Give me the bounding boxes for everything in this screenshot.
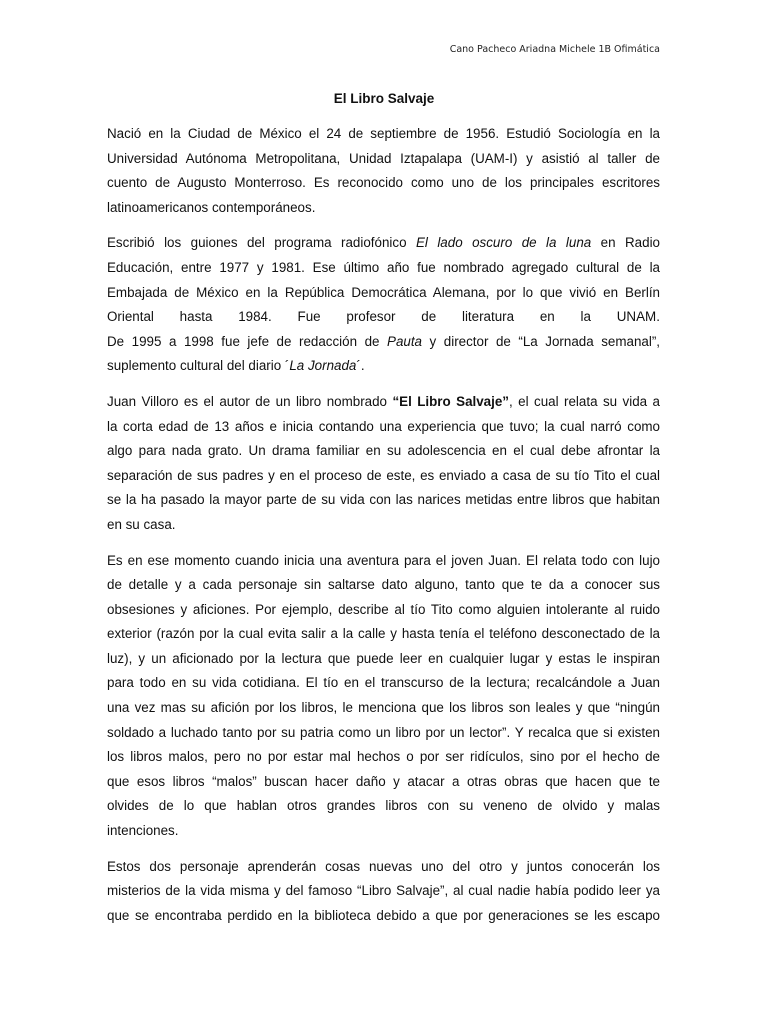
text-line: latinoamericanos contemporáneos. bbox=[107, 199, 316, 215]
text-line: en su casa. bbox=[107, 516, 176, 532]
text-line: Escribió los guiones del programa radiofónico El lado oscuro de la luna en Radio bbox=[107, 235, 660, 251]
text-line: exterior (razón por la cual evita salir a la calle y hasta tenía el teléfono desconectado de la bbox=[107, 626, 660, 642]
text-line: luz), y un aficionado por la lectura que puede leer en cualquier lugar y estas le inspiran bbox=[107, 650, 660, 666]
paragraph-2 bbox=[107, 231, 660, 379]
text-line: Es en ese momento cuando inicia una aventura para el joven Juan. El relata todo con lujo bbox=[107, 552, 660, 568]
text-line: Nació en la Ciudad de México el 24 de septiembre de 1956. Estudió Sociología en la bbox=[107, 126, 660, 141]
text-line: intenciones. bbox=[107, 823, 179, 839]
text-line: Educación, entre 1977 y 1981. Ese último año fue nombrado agregado cultural de la bbox=[107, 259, 660, 275]
text-line: para todo en su vida cotidiana. El tío en el transcurso de la lectura; recalcándole a Juan bbox=[107, 675, 660, 691]
paragraph-1 bbox=[107, 122, 660, 220]
text-line: Estos dos personaje aprenderán cosas nuevas uno del otro y juntos conocerán los bbox=[107, 858, 660, 874]
text-line: separación de sus padres y en el proceso de este, es enviado a casa de su tío Tito el cual bbox=[107, 467, 660, 483]
text-line: que esos libros “malos” buscan hacer daño y atacar a otras obras que hacen que te bbox=[107, 773, 660, 789]
document-body bbox=[107, 122, 660, 939]
text-line: Embajada de México en la República Democrática Alemana, por lo que vivió en Berlín bbox=[107, 284, 660, 300]
text-line: que se encontraba perdido en la biblioteca debido a que por generaciones se les escapo bbox=[107, 907, 660, 923]
text-line: soldado a luchado tanto por su patria como un libro por un lector”. Y recalca que si existen bbox=[107, 724, 660, 740]
paragraph-3 bbox=[107, 390, 660, 538]
text-line: obsesiones y aficiones. Por ejemplo, describe al tío Tito como alguien intolerante al ruido bbox=[107, 601, 660, 617]
text-line: una vez mas su afición por los libros, le menciona que los libros son leales y que “ningún bbox=[107, 700, 660, 716]
document-title: El Libro Salvaje bbox=[333, 91, 435, 106]
text-line: los libros malos, pero no por estar mal hechos o por ser ridículos, sino por el hecho de bbox=[107, 749, 660, 765]
text-line: se la ha pasado la mayor parte de su vida con las narices metidas entre libros que habitan bbox=[107, 492, 660, 508]
book-title-bold: “El Libro Salvaje” bbox=[392, 393, 509, 409]
text-line: misterios de la vida misma y del famoso “Libro Salvaje”, al cual nadie había podido leer ya bbox=[107, 883, 660, 899]
page-header: Cano Pacheco Ariadna Michele 1B Ofimática bbox=[449, 44, 660, 55]
text-line: algo para nada grato. Un drama familiar en su adolescencia en el cual debe afrontar la bbox=[107, 443, 660, 459]
text-line: de detalle y a cada personaje sin saltarse dato alguno, tanto que te da a conocer sus bbox=[107, 577, 660, 593]
text-line: Juan Villoro es el autor de un libro nombrado “El Libro Salvaje”, el cual relata su vida a bbox=[107, 393, 660, 409]
text-line: la corta edad de 13 años e inicia contando una experiencia que tuvo; la cual narró como bbox=[107, 418, 660, 434]
text-line: cuento de Augusto Monterroso. Es reconocido como uno de los principales escritores bbox=[107, 175, 660, 191]
text-line: olvides de lo que hablan otros grandes libros con su veneno de olvido y malas bbox=[107, 798, 660, 814]
text-line: suplemento cultural del diario ´La Jornada´. bbox=[107, 358, 365, 374]
text-line: Universidad Autónoma Metropolitana, Unidad Iztapalapa (UAM-I) y asistió al taller de bbox=[107, 150, 660, 166]
text-line: Oriental hasta 1984. Fue profesor de literatura en la UNAM. bbox=[107, 309, 660, 325]
paragraph-4 bbox=[107, 549, 660, 844]
text-line: De 1995 a 1998 fue jefe de redacción de Pauta y director de “La Jornada semanal”, bbox=[107, 333, 660, 349]
paragraph-5 bbox=[107, 855, 660, 929]
